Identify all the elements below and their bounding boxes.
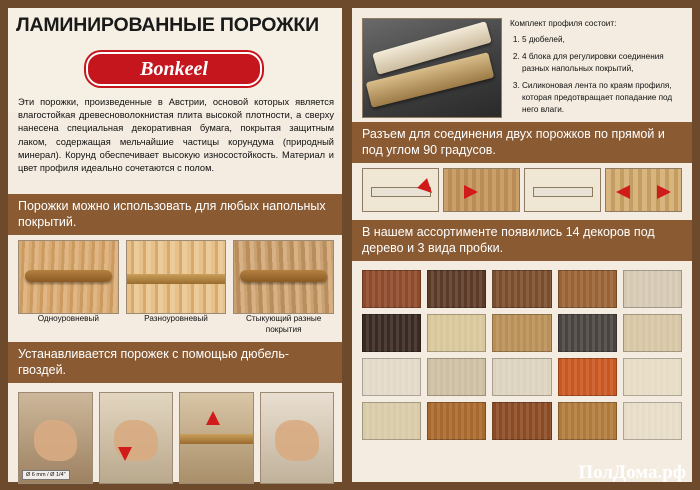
decor-swatch[interactable]: [558, 402, 617, 440]
band-install: Устанавливается порожек с помощью дюбель-гвоздей.: [8, 342, 342, 383]
band-decors: В нашем ассортименте появились 14 декоров под дерево и 3 вида пробки.: [352, 220, 692, 261]
decor-swatch[interactable]: [362, 270, 421, 308]
footer: [0, 456, 700, 490]
band-joint: Разъем для соединения двух порожков по прямой и под углом 90 градусов.: [352, 122, 692, 163]
decor-swatch[interactable]: [427, 314, 486, 352]
decor-swatch[interactable]: [427, 402, 486, 440]
arrow-icon: [657, 185, 671, 199]
profile-strip-shape: [25, 270, 112, 282]
photo-captions: [18, 314, 334, 340]
intro-paragraph: Эти порожки, произведенные в Австрии, основой которых является влагостойкая древесноволокнистая плита высокой плотности, а сверху нанесена специальная декоративная бумага, покрытая защитным лаком, содержащая мельчайшие частицы корундума (природный минерал). Корунд обеспечивает высокую износостойкость. Материал и цвет профиля идеально сочетаются с полом.: [18, 97, 334, 174]
kit-item: 2. 4 блока для регулировки соединения разных напольных покрытий,: [522, 51, 682, 75]
decor-swatch[interactable]: [558, 358, 617, 396]
decor-swatch[interactable]: [492, 270, 551, 308]
decor-swatch[interactable]: [492, 314, 551, 352]
caption-single-level: Одноуровневый: [37, 314, 99, 323]
right-column: [352, 8, 692, 482]
band-usage: Порожки можно использовать для любых напольных покрытий.: [8, 194, 342, 235]
connector-shape: [533, 187, 593, 197]
decor-swatch[interactable]: [362, 402, 421, 440]
arrow-icon: [464, 185, 478, 199]
photo-single-level: [18, 240, 119, 314]
decor-swatch[interactable]: [492, 402, 551, 440]
caption-transition: Стыкующий разные покрытия: [246, 314, 322, 334]
decor-swatch[interactable]: [558, 314, 617, 352]
photo-joint-connector: [362, 168, 439, 212]
decor-swatch[interactable]: [427, 358, 486, 396]
kit-item: 1. 5 дюбелей,: [522, 34, 682, 46]
photo-transition: [233, 240, 334, 314]
arrow-icon: [206, 411, 220, 425]
profile-strip-shape: [240, 270, 327, 282]
photo-joint-straight: [443, 168, 520, 212]
kit-lead: Комплект профиля состоит:: [510, 19, 617, 28]
decor-swatch[interactable]: [558, 270, 617, 308]
photo-multi-level: [126, 240, 227, 314]
photo-joint-connector-2: [524, 168, 601, 212]
decor-swatch[interactable]: [427, 270, 486, 308]
decor-swatch[interactable]: [362, 314, 421, 352]
page-title: ЛАМИНИРОВАННЫЕ ПОРОЖКИ: [16, 14, 319, 36]
drill-size-badge: Ø 6 mm / Ø 1/4": [22, 470, 70, 480]
kit-list: [510, 34, 682, 116]
profile-strip-shape: [180, 434, 253, 444]
brand-badge: [86, 52, 262, 86]
left-column: [8, 8, 342, 482]
decor-swatch-grid: [362, 270, 682, 440]
kit-item: 3. Силиконовая лента по краям профиля, которая предотвращает попадание под него влаги.: [522, 80, 682, 116]
joint-photo-row: [362, 168, 682, 212]
decor-swatch[interactable]: [362, 358, 421, 396]
photo-joint-angle: [605, 168, 682, 212]
decor-swatch[interactable]: [623, 270, 682, 308]
decor-swatch[interactable]: [623, 314, 682, 352]
brand-label: Bonkeel: [140, 58, 208, 80]
decor-swatch[interactable]: [623, 402, 682, 440]
caption-multi-level: Разноуровневый: [144, 314, 208, 323]
kit-contents: [510, 18, 682, 121]
profile-photo-row: [18, 240, 334, 312]
arrow-icon: [616, 185, 630, 199]
photo-profile-kit: [362, 18, 502, 118]
profile-strip-shape: [127, 274, 226, 284]
site-logo: ПолДома.рф: [578, 462, 686, 483]
decor-swatch[interactable]: [492, 358, 551, 396]
decor-swatch[interactable]: [623, 358, 682, 396]
